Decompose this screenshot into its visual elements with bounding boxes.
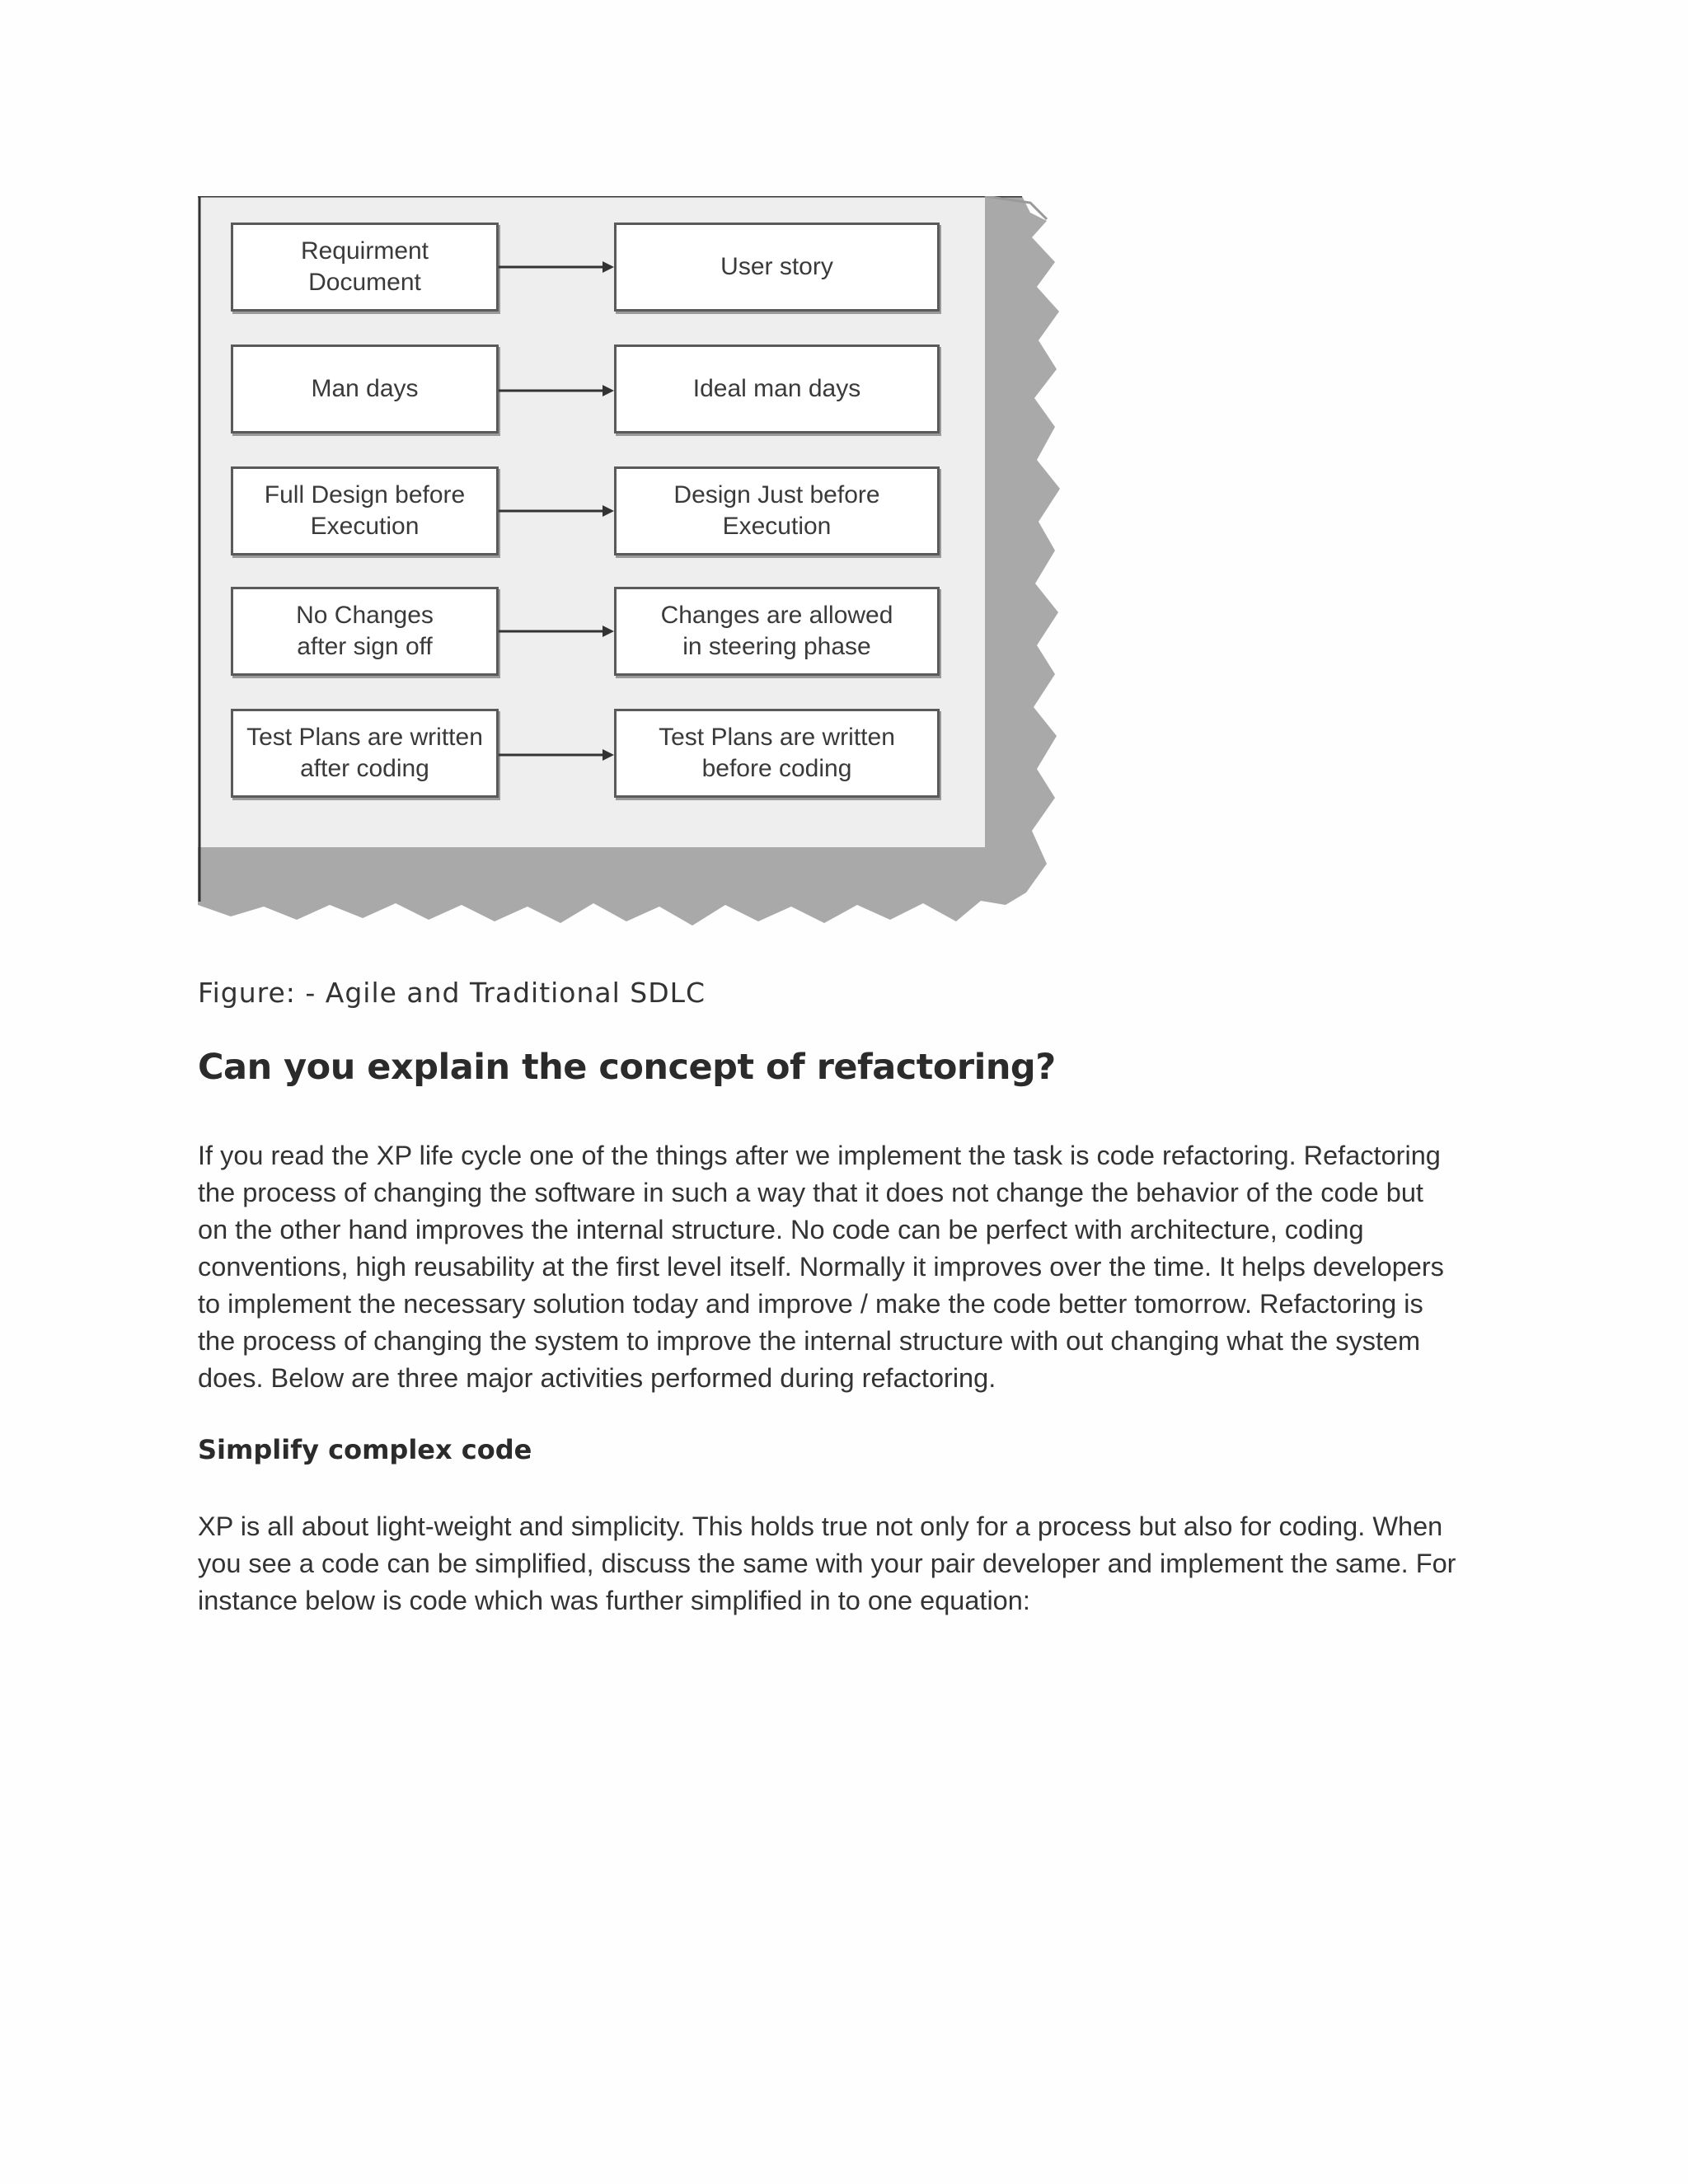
traditional-box-1: Requirment Document bbox=[231, 223, 499, 312]
traditional-box-2: Man days bbox=[231, 344, 499, 434]
agile-box-1: User story bbox=[614, 223, 940, 312]
paragraph-line: you see a code can be simplified, discuss the same with your pair developer and implement the same. For bbox=[198, 1549, 1456, 1578]
paragraph-line: instance below is code which was further simplified in to one equation: bbox=[198, 1586, 1030, 1615]
paragraph-line: to implement the necessary solution today and improve / make the code better tomorrow. Refactoring is bbox=[198, 1289, 1423, 1319]
subsection-heading: Simplify complex code bbox=[198, 1434, 532, 1465]
agile-box-4: Changes are allowed in steering phase bbox=[614, 587, 940, 676]
arrow-right-icon bbox=[499, 259, 614, 275]
paragraph-line: the process of changing the software in such a way that it does not change the behavior of the code but bbox=[198, 1178, 1423, 1207]
paragraph-line: on the other hand improves the internal structure. No code can be perfect with architecture, coding bbox=[198, 1215, 1364, 1244]
paragraph-line: the process of changing the system to improve the internal structure with out changing what the system bbox=[198, 1326, 1421, 1356]
traditional-box-3: Full Design before Execution bbox=[231, 466, 499, 555]
agile-box-2: Ideal man days bbox=[614, 344, 940, 434]
arrow-right-icon bbox=[499, 382, 614, 399]
traditional-box-5: Test Plans are written after coding bbox=[231, 709, 499, 798]
sdlc-comparison-figure bbox=[198, 196, 1096, 938]
arrow-right-icon bbox=[499, 747, 614, 763]
paragraph-line: XP is all about light-weight and simplicity. This holds true not only for a process but also for coding. When bbox=[198, 1511, 1443, 1541]
traditional-box-4: No Changes after sign off bbox=[231, 587, 499, 676]
agile-box-3: Design Just before Execution bbox=[614, 466, 940, 555]
paragraph-line: If you read the XP life cycle one of the things after we implement the task is code refactoring. Refactoring bbox=[198, 1141, 1441, 1170]
paragraph-line: does. Below are three major activities performed during refactoring. bbox=[198, 1363, 996, 1393]
refactoring-paragraph bbox=[198, 1137, 1492, 1397]
paragraph-line: conventions, high reusability at the first level itself. Normally it improves over the time. It helps developers bbox=[198, 1252, 1444, 1282]
simplify-paragraph bbox=[198, 1508, 1492, 1619]
arrow-right-icon bbox=[499, 623, 614, 640]
agile-box-5: Test Plans are written before coding bbox=[614, 709, 940, 798]
arrow-right-icon bbox=[499, 503, 614, 519]
section-heading: Can you explain the concept of refactoring? bbox=[198, 1047, 1056, 1088]
figure-caption: Figure: - Agile and Traditional SDLC bbox=[198, 977, 706, 1009]
